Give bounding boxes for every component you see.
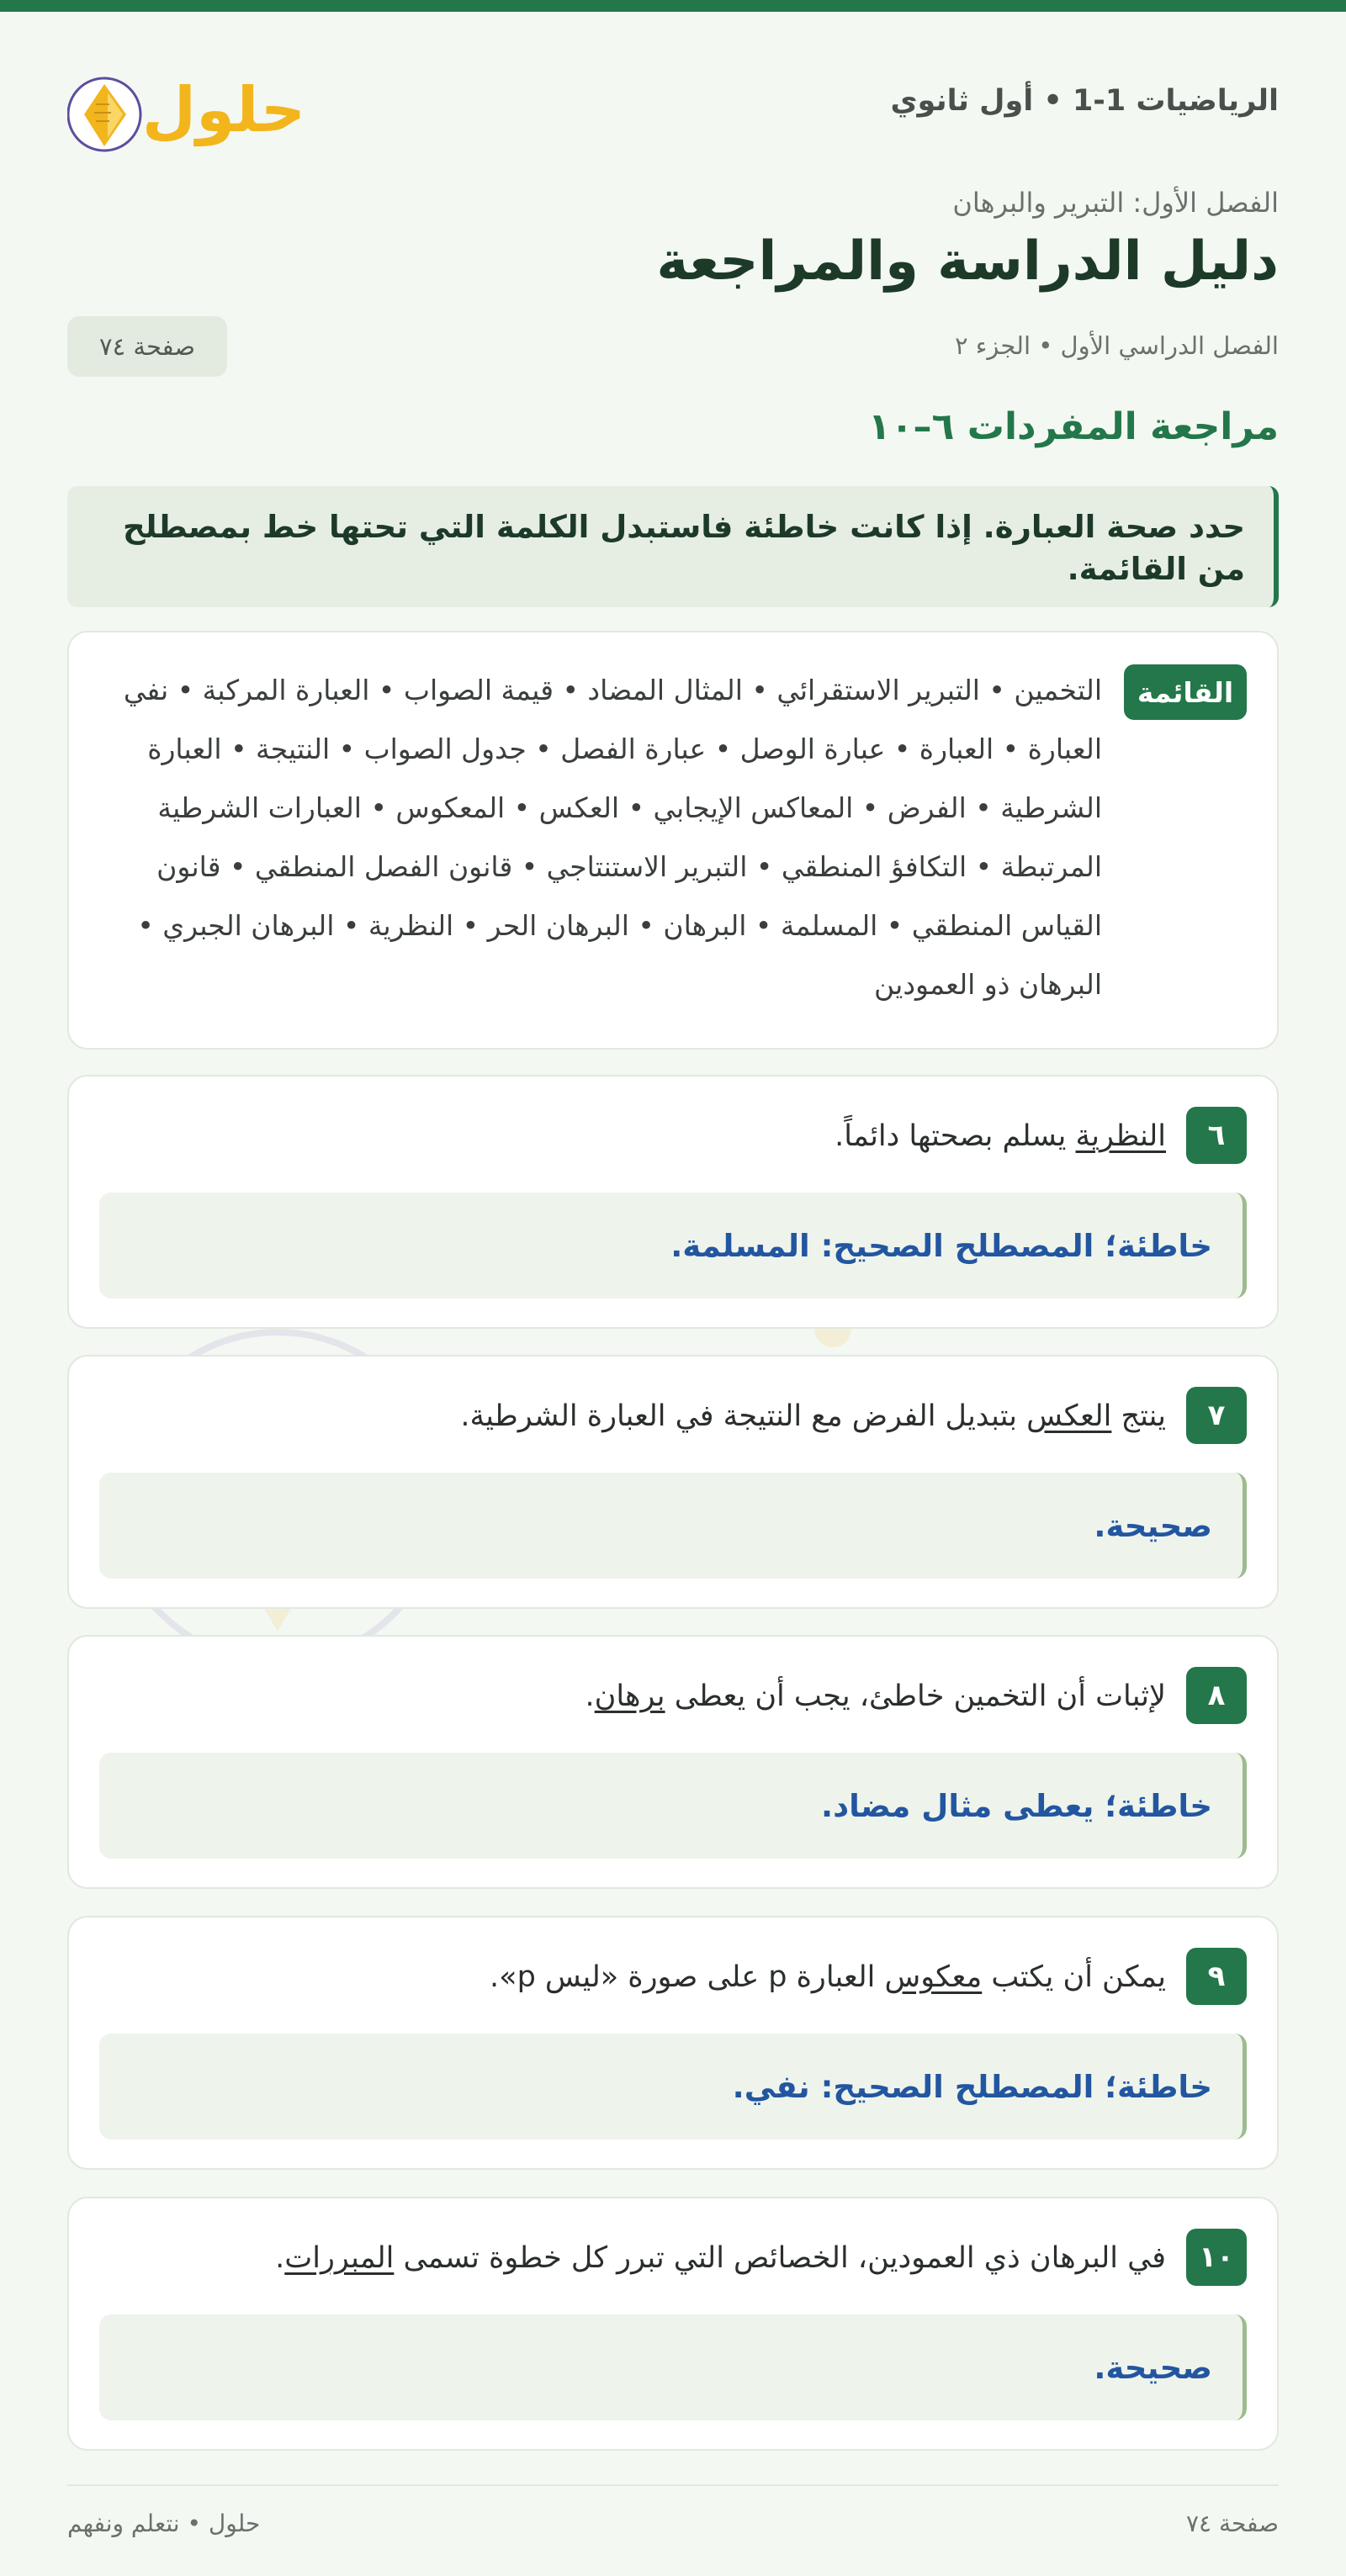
question-card [67,1916,1279,2170]
footer-brand: حلول • نتعلم ونفهم [67,2510,261,2537]
logo-text: حلول [141,74,306,146]
question-text-after: العبارة p على صورة «ليس p». [490,1960,885,1994]
section-heading: مراجعة المفردات ٦–١٠ [867,405,1279,448]
answer-box: خاطئة؛ المصطلح الصحيح: المسلمة. [99,1193,1247,1299]
underlined-term: معكوس [884,1960,983,1994]
course-title: الرياضيات 1-1 • أول ثانوي [890,84,1279,118]
question-text-after: . [585,1679,595,1713]
answer-box: صحيحة. [99,2314,1247,2420]
word-bank [67,631,1279,1050]
answer-box: خاطئة؛ يعطى مثال مضاد. [99,1753,1247,1859]
word-bank-terms: التخمين • التبرير الاستقرائي • المثال المضاد • قيمة الصواب • العبارة المركبة • نفي العبارة • العبارة • عبارة الوصل • عبارة الفصل • جدول الصواب • النتيجة • العبارة الشرطية • الفرض • المعاكس الإيجابي • العكس • المعكوس • العبارات الشرطية المرتبطة • التكافؤ المنطقي • التبرير الاستنتاجي • قانون الفصل المنطقي • قانون القياس المنطقي • المسلمة • البرهان • البرهان الحر • النظرية • البرهان الجبري • البرهان ذو العمودين [123,674,1102,1001]
question-text-before: لإثبات أن التخمين خاطئ، يجب أن يعطى [665,1679,1166,1713]
answer-box: خاطئة؛ المصطلح الصحيح: نفي. [99,2034,1247,2140]
underlined-term: المبررات [284,2241,395,2275]
question-card [67,2197,1279,2451]
question-card [67,1355,1279,1609]
answer-box: صحيحة. [99,1473,1247,1579]
question-text-after: بتبديل الفرض مع النتيجة في العبارة الشرطية. [460,1399,1027,1433]
question-text [103,2239,1166,2277]
question-card [67,1075,1279,1329]
question-card [67,1635,1279,1889]
page-number-badge: صفحة ٧٤ [67,316,227,377]
underlined-term: النظرية [1075,1119,1166,1153]
chapter-label: الفصل الأول: التبرير والبرهان [952,187,1279,219]
question-text [103,1677,1166,1716]
question-text [103,1958,1166,1997]
question-text-before: في البرهان ذي العمودين، الخصائص التي تبرر كل خطوة تسمى [394,2241,1166,2275]
question-text [103,1397,1166,1436]
header [67,49,1279,158]
instruction-box: حدد صحة العبارة. إذا كانت خاطئة فاستبدل الكلمة التي تحتها خط بمصطلح من القائمة. [67,486,1279,607]
question-text-after: يسلم بصحتها دائماً. [835,1119,1076,1153]
hulool-logo[interactable] [67,54,311,158]
underlined-term: العكس [1026,1399,1112,1433]
footer-divider [67,2484,1279,2486]
question-text-before: ينتج [1111,1399,1166,1433]
top-accent-bar [0,0,1346,12]
question-text-after: . [275,2241,285,2275]
question-number: ٧ [1186,1387,1247,1444]
question-text [103,1117,1166,1156]
word-bank-label: القائمة [1124,664,1247,720]
question-number: ١٠ [1186,2229,1247,2286]
question-number: ٦ [1186,1107,1247,1164]
underlined-term: برهان [594,1679,665,1713]
footer-page-number: صفحة ٧٤ [1185,2510,1279,2537]
page-subtitle: الفصل الدراسي الأول • الجزء ٢ [954,331,1279,360]
page-title: دليل الدراسة والمراجعة [656,230,1279,293]
question-text-before: يمكن أن يكتب [982,1960,1166,1994]
question-number: ٨ [1186,1667,1247,1724]
question-number: ٩ [1186,1948,1247,2005]
